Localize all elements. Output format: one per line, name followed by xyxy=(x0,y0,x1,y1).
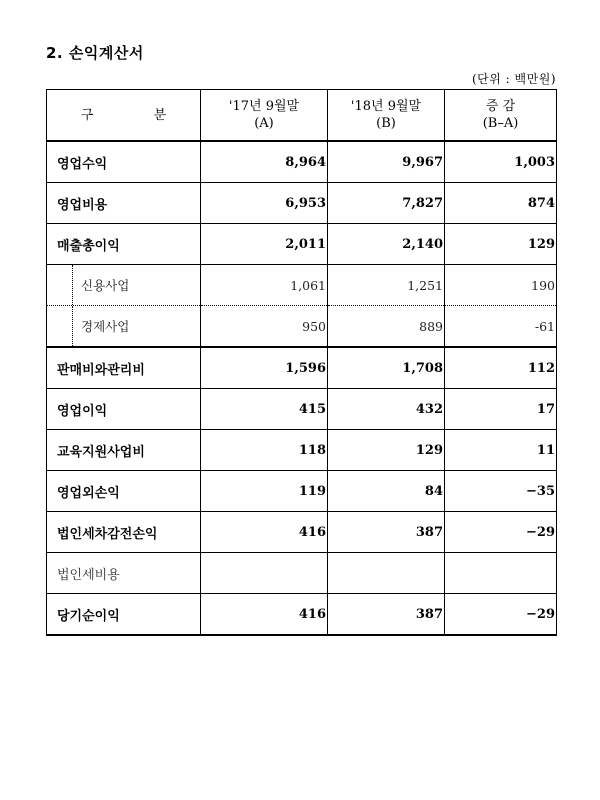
value-2017: 416 xyxy=(201,594,328,636)
row-label-cell xyxy=(47,306,201,348)
row-label: 판매비와관리비 xyxy=(47,347,201,389)
value-change: 874 xyxy=(445,183,557,224)
row-label: 영업외손익 xyxy=(47,471,201,512)
row-label: 법인세비용 xyxy=(47,553,201,594)
table-row xyxy=(47,512,557,553)
table-row xyxy=(47,594,557,636)
table-row xyxy=(47,224,557,265)
value-2018: 7,827 xyxy=(328,183,445,224)
table-row xyxy=(47,141,557,183)
header-category: 구 분 xyxy=(47,90,201,142)
value-2017: 416 xyxy=(201,512,328,553)
table-row xyxy=(47,430,557,471)
header-2017: '17년 9월말 (A) xyxy=(201,90,328,142)
value-2018: 129 xyxy=(328,430,445,471)
header-change: 증 감 (B–A) xyxy=(445,90,557,142)
value-2017: 2,011 xyxy=(201,224,328,265)
value-2017 xyxy=(201,553,328,594)
value-2018: 432 xyxy=(328,389,445,430)
table-row-sub xyxy=(47,306,557,348)
row-label: 영업비용 xyxy=(47,183,201,224)
value-2017: 6,953 xyxy=(201,183,328,224)
value-change: 17 xyxy=(445,389,557,430)
table-row xyxy=(47,347,557,389)
row-label: 매출총이익 xyxy=(47,224,201,265)
value-2017: 119 xyxy=(201,471,328,512)
row-label: 법인세차감전손익 xyxy=(47,512,201,553)
value-change: −29 xyxy=(445,512,557,553)
value-change: 11 xyxy=(445,430,557,471)
row-label: 영업수익 xyxy=(47,141,201,183)
unit-note: (단위 : 백만원) xyxy=(472,72,556,86)
value-2018 xyxy=(328,553,445,594)
value-change xyxy=(445,553,557,594)
income-statement-table xyxy=(46,89,557,636)
row-label-cell xyxy=(47,265,201,306)
value-change: 129 xyxy=(445,224,557,265)
value-2018: 1,251 xyxy=(328,265,445,306)
value-2018: 387 xyxy=(328,594,445,636)
table-row xyxy=(47,471,557,512)
row-label: 신용사업 xyxy=(81,278,130,293)
section-title: 2. 손익계산서 xyxy=(46,44,144,62)
value-2017: 118 xyxy=(201,430,328,471)
value-2017: 415 xyxy=(201,389,328,430)
header-2018: '18년 9월말 (B) xyxy=(328,90,445,142)
value-2018: 9,967 xyxy=(328,141,445,183)
value-2017: 8,964 xyxy=(201,141,328,183)
value-change: 190 xyxy=(445,265,557,306)
row-label: 영업이익 xyxy=(47,389,201,430)
table-row xyxy=(47,183,557,224)
value-change: −35 xyxy=(445,471,557,512)
table-row xyxy=(47,553,557,594)
value-2018: 1,708 xyxy=(328,347,445,389)
value-2018: 2,140 xyxy=(328,224,445,265)
value-change: 1,003 xyxy=(445,141,557,183)
value-2017: 1,061 xyxy=(201,265,328,306)
value-change: −29 xyxy=(445,594,557,636)
table-row-sub xyxy=(47,265,557,306)
row-label: 당기순이익 xyxy=(47,594,201,636)
value-change: 112 xyxy=(445,347,557,389)
table-row xyxy=(47,389,557,430)
table-header-row xyxy=(47,90,557,142)
row-label: 교육지원사업비 xyxy=(47,430,201,471)
value-2017: 1,596 xyxy=(201,347,328,389)
value-2017: 950 xyxy=(201,306,328,348)
value-2018: 84 xyxy=(328,471,445,512)
value-change: -61 xyxy=(445,306,557,348)
row-label: 경제사업 xyxy=(81,319,130,334)
value-2018: 387 xyxy=(328,512,445,553)
value-2018: 889 xyxy=(328,306,445,348)
